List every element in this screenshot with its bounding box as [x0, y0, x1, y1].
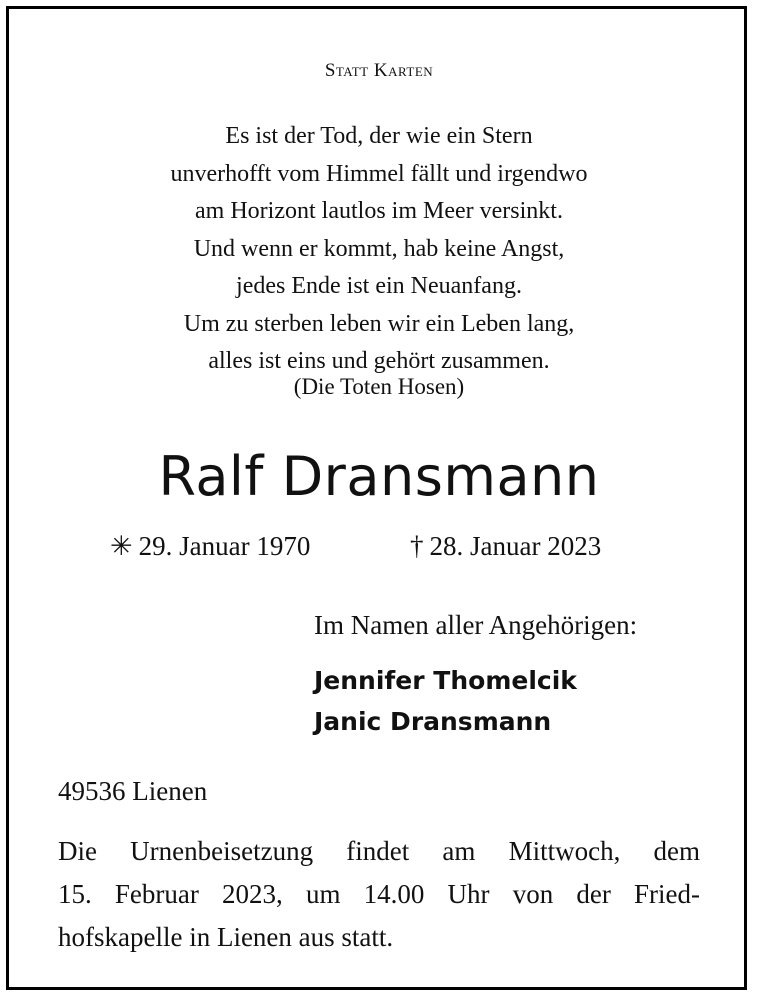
- mourner-name: Jennifer Thomelcik: [314, 666, 577, 695]
- poem-line: am Horizont lautlos im Meer versinkt.: [195, 198, 563, 224]
- notice-line: hofskapelle in Lienen aus statt.: [58, 922, 394, 952]
- birth-date-line: [110, 531, 310, 562]
- death-date: 28. Januar 2023: [429, 531, 602, 561]
- mourners-intro: Im Namen aller Angehörigen:: [314, 610, 638, 640]
- poem-line: jedes Ende ist ein Neuanfang.: [236, 273, 522, 299]
- notice-line: Die Urnenbeisetzung findet am Mittwoch, dem: [58, 836, 700, 866]
- funeral-notice: [58, 830, 700, 959]
- poem-line: alles ist eins und gehört zusammen.: [208, 348, 550, 374]
- poem: [0, 118, 758, 381]
- poem-line: Und wenn er kommt, hab keine Angst,: [193, 235, 565, 262]
- cross-death-icon: †: [410, 531, 424, 561]
- location: 49536 Lienen: [58, 776, 208, 806]
- notice-line: 15. Februar 2023, um 14.00 Uhr von der Fried-: [58, 879, 700, 909]
- birth-date: 29. Januar 1970: [138, 531, 311, 561]
- statt-karten-label: Statt Karten: [324, 60, 434, 81]
- mourner-name: Janic Dransmann: [314, 707, 552, 736]
- poem-line: Um zu sterben leben wir ein Leben lang,: [183, 310, 575, 337]
- asterisk-birth-icon: ✳: [110, 531, 133, 561]
- death-date-line: [410, 531, 601, 562]
- deceased-name: Ralf Dransmann: [158, 445, 600, 508]
- poem-attribution: (Die Toten Hosen): [293, 374, 465, 399]
- poem-line: Es ist der Tod, der wie ein Stern: [225, 123, 533, 149]
- poem-line: unverhofft vom Himmel fällt und irgendwo: [170, 160, 588, 187]
